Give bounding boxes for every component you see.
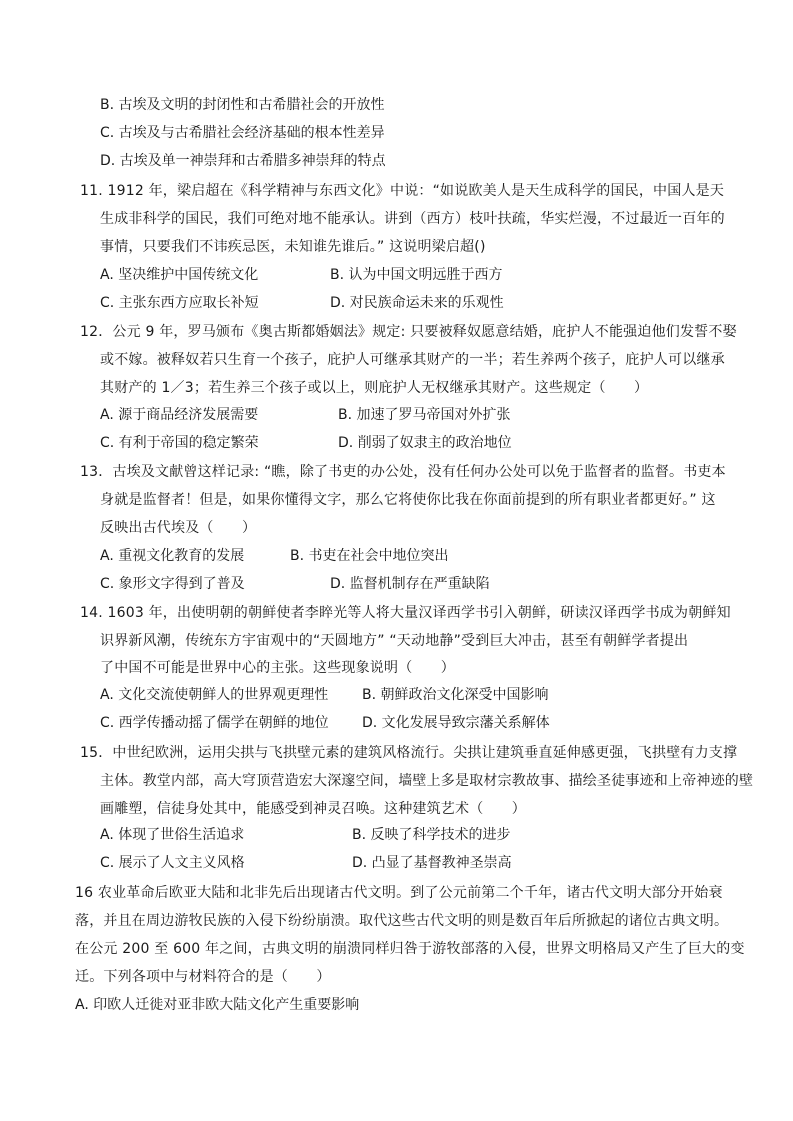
q13-option-a: A. 重视文化教育的发展	[100, 548, 245, 564]
q11-stem-line-1: 11. 1912 年，梁启超在《科学精神与东西文化》中说：“如说欧美人是天生成科学的国民，中国人是天	[80, 183, 725, 199]
q11-option-b: B. 认为中国文明远胜于西方	[330, 267, 503, 283]
q15-stem-line-3: 画雕塑，信徒身处其中，能感受到神灵召唤。这种建筑艺术（ ）	[100, 801, 526, 817]
q15-stem-line-1: 15．中世纪欧洲，运用尖拱与飞拱壁元素的建筑风格流行。尖拱让建筑垂直延伸感更强，飞拱壁有力支撑	[80, 745, 738, 761]
q16-stem-line-2: 落，并且在周边游牧民族的入侵下纷纷崩溃。取代这些古代文明的则是数百年后所掀起的诸位古典文明。	[75, 913, 729, 929]
q10-option-d: D. 古埃及单一神崇拜和古希腊多神崇拜的特点	[100, 153, 386, 169]
q14-option-d: D. 文化发展导致宗藩关系解体	[362, 715, 550, 731]
q12-option-a: A. 源于商品经济发展需要	[100, 407, 259, 423]
q15-option-b: B. 反映了科学技术的进步	[352, 827, 511, 843]
q12-stem-line-2: 或不嫁。被释奴若只生育一个孩子，庇护人可继承其财产的一半；若生养两个孩子，庇护人可以继承	[100, 352, 725, 368]
q12-option-d: D. 削弱了奴隶主的政治地位	[338, 435, 512, 451]
q12-stem-line-3: 其财产的 1／3；若生养三个孩子或以上，则庇护人无权继承其财产。这些规定（ ）	[100, 380, 649, 396]
q11-option-d: D. 对民族命运未来的乐观性	[330, 295, 504, 311]
q16-stem-line-3: 在公元 200 至 600 年之间，古典文明的崩溃同样归咎于游牧部落的入侵，世界文明格局又产生了巨大的变	[75, 941, 745, 957]
q13-stem-line-2: 身就是监督者！但是，如果你懂得文字，那么它将使你比我在你面前提到的所有职业者都更好。” 这	[100, 492, 716, 508]
q13-option-d: D. 监督机制存在严重缺陷	[330, 576, 490, 592]
q13-option-b: B. 书吏在社会中地位突出	[290, 548, 449, 564]
q15-option-c: C. 展示了人文主义风格	[100, 855, 245, 871]
q16-stem-line-4: 迁。下列各项中与材料符合的是（ ）	[75, 969, 331, 985]
q12-option-b: B. 加速了罗马帝国对外扩张	[338, 407, 511, 423]
q14-stem-line-3: 了中国不可能是世界中心的主张。这些现象说明（ ）	[100, 660, 455, 676]
q16-stem-line-1: 16 农业革命后欧亚大陆和北非先后出现诸古代文明。到了公元前第二个千年，诸古代文明大部分开始衰	[75, 885, 723, 901]
q11-stem-line-3: 事情，只要我们不讳疾忌医，未知谁先谁后。” 这说明梁启超()	[100, 239, 486, 255]
q15-option-d: D. 凸显了基督教神圣崇高	[352, 855, 512, 871]
q11-option-c: C. 主张东西方应取长补短	[100, 295, 259, 311]
q12-stem-line-1: 12．公元 9 年，罗马颁布《奥古斯都婚姻法》规定: 只要被释奴愿意结婚，庇护人不能强迫他们发誓不娶	[80, 324, 737, 340]
q14-stem-line-1: 14. 1603 年，出使明朝的朝鲜使者李睟光等人将大量汉译西学书引入朝鲜，研读汉译西学书成为朝鲜知	[80, 605, 731, 621]
q14-stem-line-2: 识界新风潮，传统东方宇宙观中的“天圆地方” “天动地静”受到巨大冲击，甚至有朝鲜学者提出	[100, 633, 689, 649]
q14-option-c: C. 西学传播动摇了儒学在朝鲜的地位	[100, 715, 329, 731]
q10-option-b: B. 古埃及文明的封闭性和古希腊社会的开放性	[100, 97, 385, 113]
q11-option-a: A. 坚决维护中国传统文化	[100, 267, 259, 283]
q14-option-b: B. 朝鲜政治文化深受中国影响	[362, 687, 549, 703]
q10-option-c: C. 古埃及与古希腊社会经济基础的根本性差异	[100, 125, 385, 141]
q12-option-c: C. 有利于帝国的稳定繁荣	[100, 435, 259, 451]
q11-stem-line-2: 生成非科学的国民，我们可绝对地不能承认。讲到（西方）枝叶扶疏，华实烂漫，不过最近一百年的	[100, 211, 725, 227]
q15-option-a: A. 体现了世俗生活追求	[100, 827, 245, 843]
q13-stem-line-3: 反映出古代埃及（ ）	[100, 520, 257, 536]
q13-option-c: C. 象形文字得到了普及	[100, 576, 245, 592]
q16-option-a: A. 印欧人迁徙对亚非欧大陆文化产生重要影响	[75, 997, 360, 1013]
q15-stem-line-2: 主体。教堂内部，高大穹顶营造宏大深邃空间，墙壁上多是取材宗教故事、描绘圣徒事迹和上帝神迹的壁	[100, 773, 754, 789]
q14-option-a: A. 文化交流使朝鲜人的世界观更理性	[100, 687, 329, 703]
q13-stem-line-1: 13．古埃及文献曾这样记录: “瞧，除了书吏的办公处，没有任何办公处可以免于监督者的监督。书吏本	[80, 464, 726, 480]
